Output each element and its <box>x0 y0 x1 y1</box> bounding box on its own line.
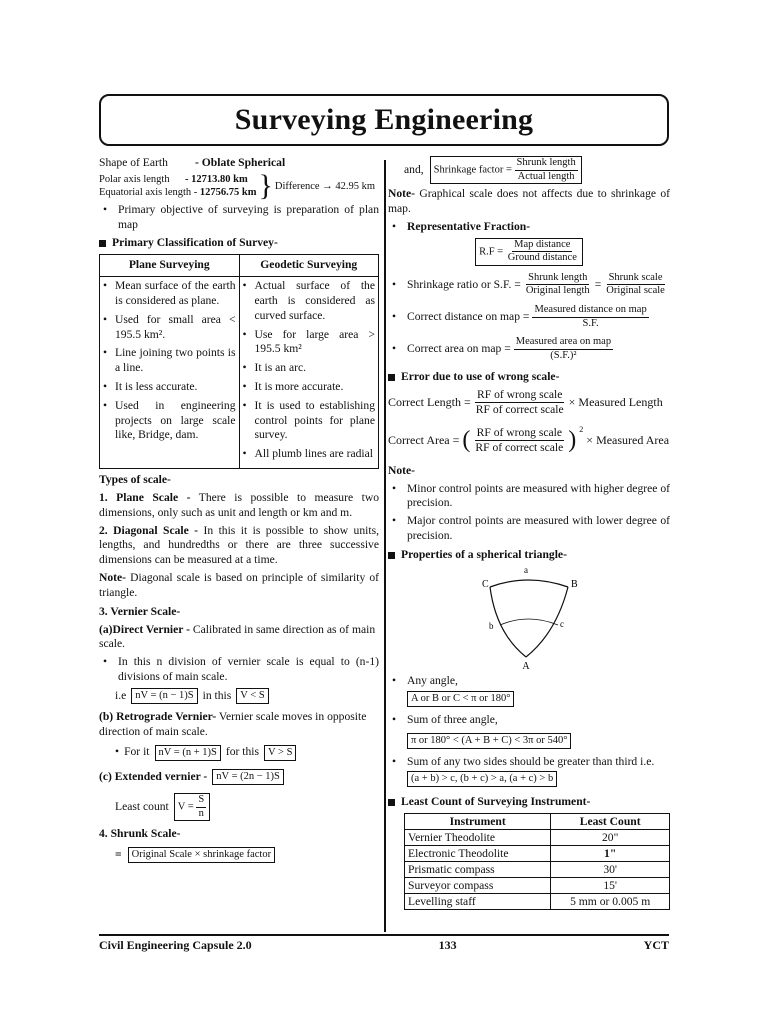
note2-label: Note- <box>388 463 416 477</box>
sides-bullet: • Sum of any two sides should be greater than third i.e. <box>391 754 655 768</box>
table-row: Surveyor compass 15' <box>405 877 670 893</box>
rf-heading: • Representative Fraction- <box>391 219 531 233</box>
direct-formula: i.e nV = (n − 1)S in this V < S <box>99 688 379 704</box>
list-item: • Mean surface of the earth is considered as plane. <box>103 279 236 307</box>
lc-header-count: Least Count <box>551 813 670 829</box>
formula-box: (a + b) > c, (b + c) > a, (a + c) > b <box>407 771 557 787</box>
label-b: b <box>489 620 494 631</box>
table-row: Levelling staff 5 mm or 0.005 m <box>405 893 670 909</box>
list-item: • It is an arc. <box>242 361 307 375</box>
shrunk-heading: 4. Shrunk Scale- <box>99 827 181 841</box>
shrinkage-ratio: • Shrinkage ratio or S.F. = $\frac{\text{Shrunk length}}{\text{Original length}}$ = $\frac{\text{Shrunk scale}}{\text{Original scale}}$ <box>391 271 665 297</box>
formula-box: nV = (2n − 1)S <box>212 769 284 785</box>
any-angle-formula <box>388 691 670 707</box>
correct-length-formula: Correct Length = $\frac{\text{RF of wrong scale}}{\text{RF of correct scale}}$ × Measured Length <box>388 388 663 417</box>
note2-item: • Minor control points are measured with higher degree of precision. <box>391 481 670 510</box>
least-count-table <box>404 813 670 910</box>
list-item: • It is more accurate. <box>242 379 344 393</box>
types-heading: Types of scale- <box>99 473 171 487</box>
equatorial-label: Equatorial axis length - <box>99 187 198 199</box>
formula-box: A or B or C < π or 180° <box>407 691 514 707</box>
footer-book-title: Civil Engineering Capsule 2.0 <box>99 938 252 952</box>
lc-header-instrument: Instrument <box>405 813 551 829</box>
plane-cell <box>100 277 240 469</box>
list-item: • All plumb lines are radial <box>242 447 373 461</box>
diagonal-note: Note- Diagonal scale is based on principle of similarity of triangle. <box>99 571 379 599</box>
formula-box: R.F = $\frac{\text{Map distance}}{\text{Ground distance}}$ <box>475 238 583 266</box>
spherical-heading: Properties of a spherical triangle- <box>388 548 670 563</box>
square-bullet-icon <box>388 374 395 381</box>
list-item: • Used for small area < 195.5 km². <box>103 312 236 341</box>
formula-box: V > S <box>264 745 296 761</box>
square-bullet-icon <box>388 799 395 806</box>
formula-box: V < S <box>236 688 268 704</box>
right-column <box>388 156 670 910</box>
list-item: • It is less accurate. <box>103 379 198 393</box>
brace-symbol: } <box>258 169 273 203</box>
shape-of-earth <box>99 156 379 171</box>
formula-box: Original Scale × shrinkage factor <box>128 847 275 863</box>
objective-bullet: • Primary objective of surveying is preparation of plan map <box>102 202 379 231</box>
correct-area-formula: Correct Area = ( $\frac{\text{RF of wrong scale}}{\text{RF of correct scale}}$ ) $^2$ × Measured Area <box>388 425 670 454</box>
table-row: Prismatic compass 30' <box>405 861 670 877</box>
shrinkage-factor: and, Shrinkage factor = $\frac{\text{Shrunk length}}{\text{Actual length}}$ <box>388 156 670 184</box>
sum-angle: • Sum of three angle, <box>391 712 498 726</box>
left-column <box>99 156 379 863</box>
axis-lengths <box>99 169 379 203</box>
label-a: a <box>524 564 528 575</box>
extended-vernier: (c) Extended vernier - nV = (2n − 1)S <box>99 769 379 785</box>
formula-box: V = $\frac{S}{n}$ <box>174 793 210 821</box>
diagonal-scale: 2. Diagonal Scale - In this it is possible to show units, lengths, and hundredths or there are three successive dimensions can be measured at a time. <box>99 523 379 567</box>
any-angle: • Any angle, <box>391 673 458 687</box>
plane-scale: 1. Plane Scale - There is possible to measure two dimensions, only such as unit and length or km and m. <box>99 490 379 519</box>
error-heading: Error due to use of wrong scale- <box>388 370 670 385</box>
sum-angle-formula <box>388 733 670 749</box>
geodetic-cell <box>239 277 379 469</box>
survey-header-plane: Plane Surveying <box>100 255 240 277</box>
graphical-note: Note- Graphical scale does not affects due to shrinkage of map. <box>388 187 670 216</box>
title-box <box>99 94 669 146</box>
list-item: • Line joining two points is a line. <box>103 346 236 375</box>
formula-box: nV = (n + 1)S <box>155 745 221 761</box>
difference: Difference → 42.95 km <box>274 180 375 192</box>
arc-a <box>490 580 568 587</box>
polar-value: - 12713.80 km <box>185 173 248 185</box>
least-count-formula: Least count V = $\frac{S}{n}$ <box>99 793 379 821</box>
shrunk-formula: = Original Scale × shrinkage factor <box>99 847 379 863</box>
equatorial-value: 12756.75 km <box>199 187 257 199</box>
footer <box>99 938 669 953</box>
column-divider <box>384 160 386 932</box>
footer-publisher: YCT <box>643 938 669 952</box>
label-A: A <box>522 660 530 671</box>
vernier-bullet: • In this n division of vernier scale is equal to (n-1) divisions of main scale. <box>102 655 379 684</box>
retrograde-vernier: (b) Retrograde Vernier- Vernier scale moves in opposite direction of main scale. <box>99 710 367 738</box>
list-item: • Used in engineering projects on large scale like, Bridge, dam. <box>103 398 236 442</box>
rf-formula <box>388 238 670 266</box>
objective-text: Primary objective of surveying is preparation of plan map <box>118 202 379 231</box>
survey-header-geodetic: Geodetic Surveying <box>239 255 379 277</box>
list-item: • It is used to establishing control points for plane survey. <box>242 398 375 442</box>
page-title: Surveying Engineering <box>234 102 534 136</box>
label-c: c <box>560 618 564 629</box>
note2-item: • Major control points are measured with lower degree of precision. <box>391 514 670 543</box>
footer-rule <box>99 934 669 936</box>
correct-distance: • Correct distance on map = $\frac{\text{Measured distance on map}}{S.F.}$ <box>391 304 647 329</box>
table-row: Electronic Theodolite 1" <box>405 845 670 861</box>
page-number: 133 <box>438 938 457 952</box>
list-item: • Use for large area > 195.5 km² <box>242 327 375 356</box>
square-bullet-icon <box>388 552 395 559</box>
arc-inner <box>500 619 558 625</box>
shape-value: - Oblate Spherical <box>195 156 286 169</box>
square-bullet-icon <box>99 240 106 247</box>
retrograde-formula: • For it nV = (n + 1)S for this V > S <box>99 745 379 761</box>
vernier-heading: 3. Vernier Scale- <box>99 604 181 618</box>
formula-box: π or 180° < (A + B + C) < 3π or 540° <box>407 733 571 749</box>
least-count-heading: Least Count of Surveying Instrument- <box>388 795 670 810</box>
label-C: C <box>482 578 489 590</box>
correct-area: • Correct area on map = $\frac{\text{Measured area on map}}{\text{(S.F.)²}}$ <box>391 336 612 361</box>
list-item: • Actual surface of the earth is considered as curved surface. <box>242 279 375 322</box>
polar-label: Polar axis length <box>99 173 170 185</box>
sides-formula <box>388 771 670 787</box>
table-row: Vernier Theodolite 20" <box>405 829 670 845</box>
classification-heading: Primary Classification of Survey- <box>99 236 379 251</box>
spherical-triangle-diagram <box>388 563 670 671</box>
formula-box: Shrinkage factor = $\frac{\text{Shrunk length}}{\text{Actual length}}$ <box>430 156 582 184</box>
label-B: B <box>571 578 578 590</box>
direct-vernier: (a)Direct Vernier - Calibrated in same direction as of main scale. <box>99 622 376 651</box>
shape-label: Shape of Earth <box>99 156 168 169</box>
formula-box: nV = (n − 1)S <box>131 688 197 704</box>
survey-table <box>99 254 379 469</box>
